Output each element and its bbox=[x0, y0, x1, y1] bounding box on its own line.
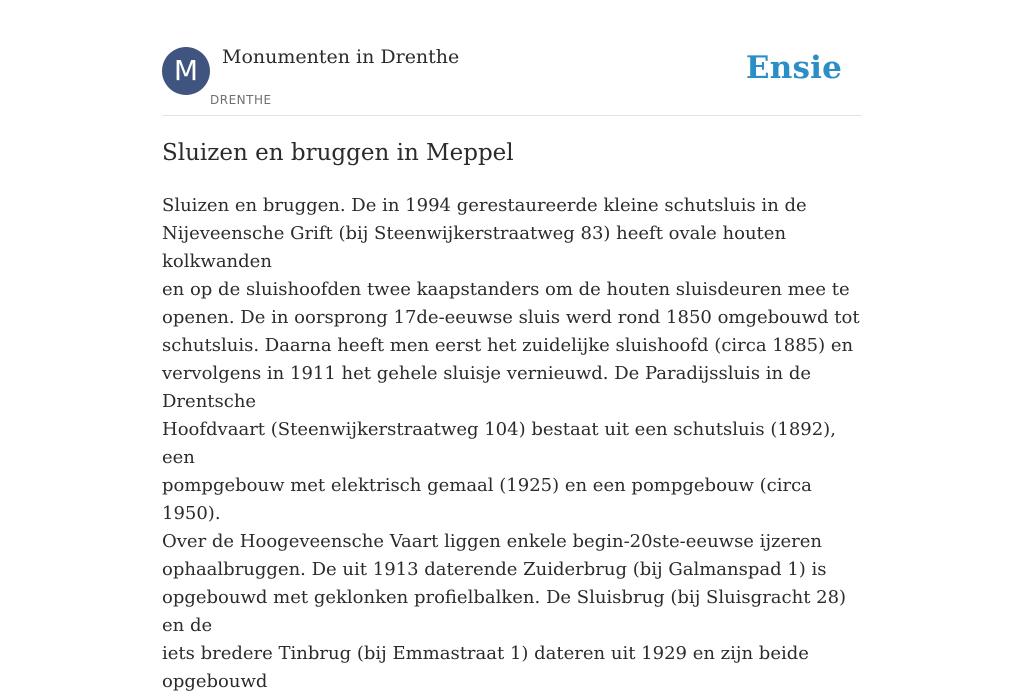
brand-logo[interactable]: Ensie bbox=[745, 50, 842, 86]
avatar[interactable]: M bbox=[162, 47, 210, 95]
page bbox=[162, 0, 862, 692]
source-subtitle[interactable]: DRENTHE bbox=[210, 93, 272, 107]
article-body: Sluizen en bruggen. De in 1994 gerestaureerde kleine schutsluis in de Nijeveensche Grift (bij Steenwijkerstraatweg 83) heeft ovale houten kolkwanden en op de sluishoofden twee kaapstanders om de houten sluisdeuren mee te openen. De in oorsprong 17de-eeuwse sluis werd rond 1850 omgebouwd tot schutsluis. Daarna heeft men eerst het zuidelijke sluishoofd (circa 1885) en vervolgens in 1911 het gehele sluisje vernieuwd. De Paradijssluis in de Drentsche Hoofdvaart (Steenwijkerstraatweg 104) bestaat uit een schutsluis (1892), een pompgebouw met elektrisch gemaal (1925) en een pompgebouw (circa 1950). Over de Hoogeveensche Vaart liggen enkele begin-20ste-eeuwse ijzeren ophaalbruggen. De uit 1913 daterende Zuiderbrug (bij Galmanspad 1) is opgebouwd met geklonken profielbalken. De Sluisbrug (bij Sluisgracht 28) en de iets bredere Tinbrug (bij Emmastraat 1) dateren uit 1929 en zijn beide opgebouwd bbox=[162, 195, 860, 692]
header-divider bbox=[162, 115, 862, 116]
article-title: Sluizen en bruggen in Meppel bbox=[162, 140, 514, 166]
source-title[interactable]: Monumenten in Drenthe bbox=[222, 46, 460, 68]
